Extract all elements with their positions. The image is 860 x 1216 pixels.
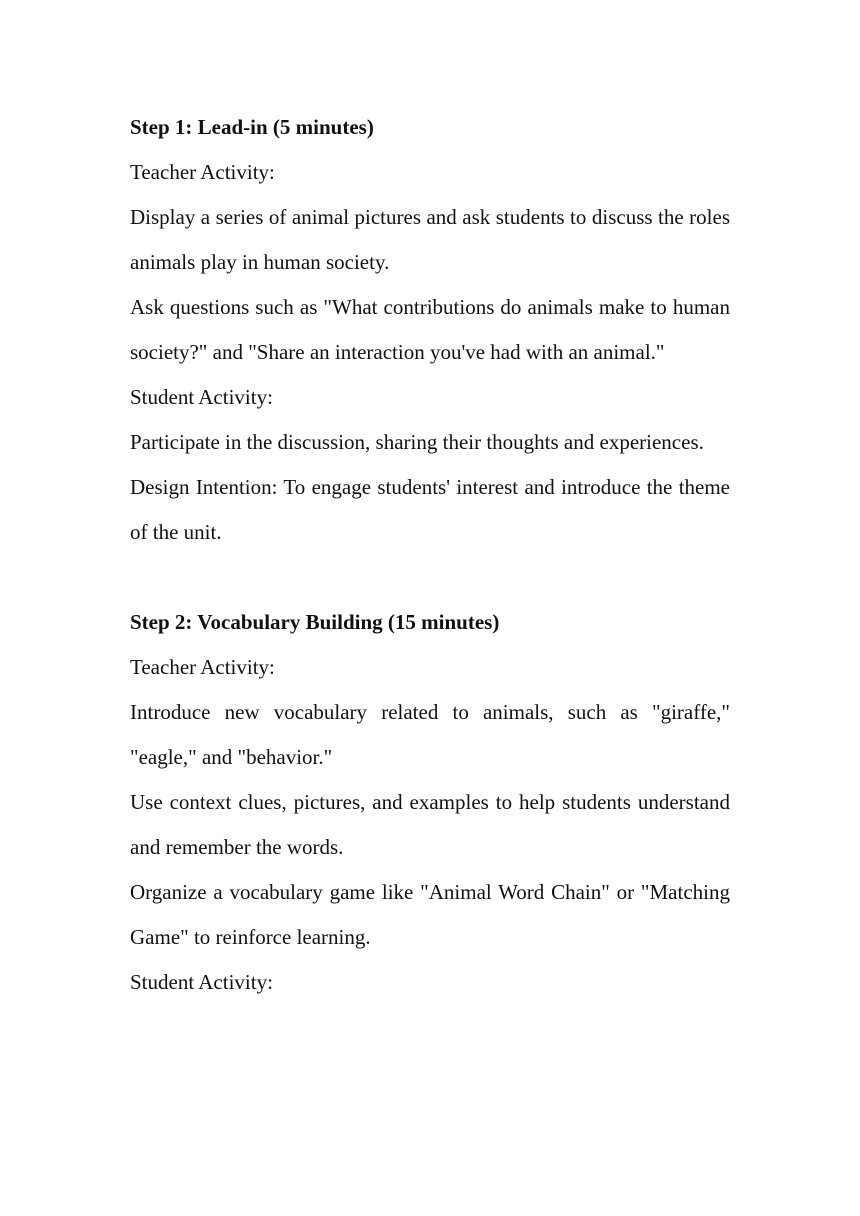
step2-teacher-item: Introduce new vocabulary related to animals, such as "giraffe," "eagle," and "behavior." bbox=[130, 700, 730, 769]
step2-teacher-item: Use context clues, pictures, and examples to help students understand and remember the words. bbox=[130, 790, 730, 859]
section-spacer bbox=[130, 555, 730, 600]
step2-heading: Step 2: Vocabulary Building (15 minutes) bbox=[130, 610, 500, 634]
step1-design-intention: Design Intention: To engage students' interest and introduce the theme of the unit. bbox=[130, 475, 730, 544]
step2-student-label: Student Activity: bbox=[130, 970, 273, 994]
step1-heading: Step 1: Lead-in (5 minutes) bbox=[130, 115, 374, 139]
step2-teacher-label: Teacher Activity: bbox=[130, 655, 275, 679]
document-body bbox=[130, 105, 730, 1005]
step1-student-item: Participate in the discussion, sharing their thoughts and experiences. bbox=[130, 430, 704, 454]
step1-teacher-item: Ask questions such as "What contributions do animals make to human society?" and "Share an interaction you've had with an animal." bbox=[130, 295, 730, 364]
step2-teacher-item: Organize a vocabulary game like "Animal Word Chain" or "Matching Game" to reinforce learning. bbox=[130, 880, 730, 949]
step1-teacher-item: Display a series of animal pictures and ask students to discuss the roles animals play in human society. bbox=[130, 205, 730, 274]
step1-student-label: Student Activity: bbox=[130, 385, 273, 409]
step1-teacher-label: Teacher Activity: bbox=[130, 160, 275, 184]
